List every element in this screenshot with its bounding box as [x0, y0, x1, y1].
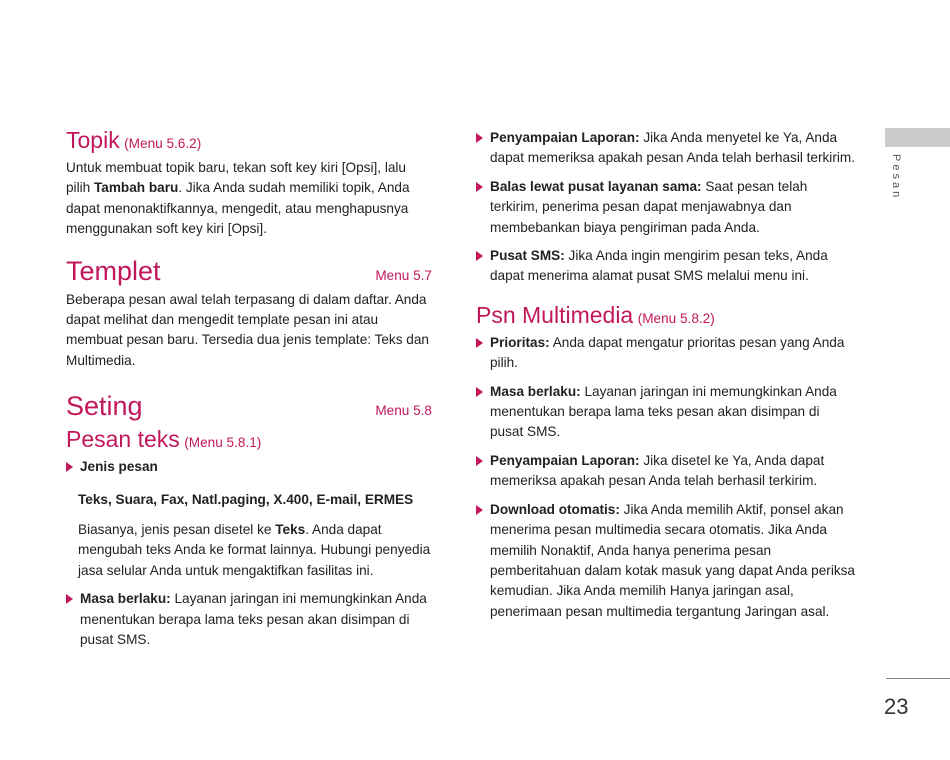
bullet-triangle-icon: [66, 594, 73, 604]
psn-multimedia-heading: [476, 301, 856, 329]
jenis-description: Biasanya, jenis pesan disetel ke Teks. Anda dapat mengubah teks Anda ke format lainnya. Hubungi penyedia jasa selular Anda untuk mengaktifkan fasilitas ini.: [78, 522, 431, 578]
templet-body: Beberapa pesan awal telah terpasang di dalam daftar. Anda dapat melihat dan mengedit template pesan ini atau membuat pesan baru. Tersedia dua jenis template: Teks dan Multimedia.: [66, 291, 429, 368]
bullet-triangle-icon: [476, 251, 483, 261]
pesan-teks-menu: (Menu 5.8.1): [184, 435, 262, 451]
section-tab: [885, 128, 950, 147]
topik-body: Untuk membuat topik baru, tekan soft key kiri [Opsi], lalu pilih Tambah baru. Jika Anda sudah memiliki topik, Anda dapat menonaktifkannya, mengedit, atau menghapusnya menggunakan soft key kiri [Opsi].: [66, 160, 410, 237]
page-divider: [886, 678, 950, 679]
list-item: Masa berlaku: Layanan jaringan ini memungkinkan Anda menentukan berapa lama teks pesan akan disimpan di pusat SMS.: [66, 589, 432, 650]
bullet-triangle-icon: [476, 456, 483, 466]
list-item: Prioritas: Anda dapat mengatur prioritas pesan yang Anda pilih.: [476, 333, 856, 374]
message-types: Teks, Suara, Fax, Natl.paging, X.400, E-mail, ERMES: [78, 491, 414, 507]
list-item: Balas lewat pusat layanan sama: Saat pesan telah terkirim, penerima pesan dapat menjawabnya dan membebankan biaya pengiriman pada Anda.: [476, 177, 856, 238]
right-column: [476, 128, 856, 622]
list-item: Download otomatis: Jika Anda memilih Aktif, ponsel akan menerima pesan multimedia secara otomatis. Jika Anda memilih Nonaktif, Anda hanya penerima pesan pemberitahuan dalam kotak masuk yang dapat Anda periksa kemudian. Jika Anda memilih Hanya jaringan asal, penerimaan pesan multimedia tergantung Jaringan asal.: [476, 500, 856, 622]
pesan-teks-heading: [66, 425, 432, 453]
templet-menu: Menu 5.7: [375, 267, 432, 283]
seting-title: Seting: [66, 391, 143, 422]
left-column: [66, 126, 432, 651]
list-item: Penyampaian Laporan: Jika Anda menyetel ke Ya, Anda dapat memeriksa apakah pesan Anda telah berhasil terkirim.: [476, 128, 856, 169]
psn-multimedia-menu: (Menu 5.8.2): [637, 310, 715, 326]
list-item: Jenis pesan: [66, 457, 432, 477]
psn-multimedia-title: Psn Multimedia: [476, 301, 634, 328]
list-item: Masa berlaku: Layanan jaringan ini memungkinkan Anda menentukan berapa lama teks pesan akan disimpan di pusat SMS.: [476, 382, 856, 443]
list-item: Penyampaian Laporan: Jika disetel ke Ya, Anda dapat memeriksa apakah pesan Anda telah berhasil terkirim.: [476, 451, 856, 492]
bullet-triangle-icon: [66, 462, 73, 472]
list-item: Pusat SMS: Jika Anda ingin mengirim pesan teks, Anda dapat menerima alamat pusat SMS melalui menu ini.: [476, 246, 856, 287]
topik-heading: [66, 126, 432, 154]
bullet-triangle-icon: [476, 387, 483, 397]
section-label: Pesan: [890, 154, 902, 201]
topik-menu: (Menu 5.6.2): [124, 136, 202, 151]
seting-heading: [66, 389, 432, 423]
bullet-triangle-icon: [476, 182, 483, 192]
templet-heading: [66, 254, 432, 288]
seting-menu: Menu 5.8: [375, 403, 432, 419]
bullet-triangle-icon: [476, 338, 483, 348]
topik-title: Topik: [66, 127, 120, 153]
bullet-triangle-icon: [476, 133, 483, 143]
page-number: 23: [884, 694, 909, 719]
templet-title: Templet: [66, 255, 161, 286]
bullet-triangle-icon: [476, 505, 483, 515]
pesan-teks-title: Pesan teks: [66, 426, 180, 453]
